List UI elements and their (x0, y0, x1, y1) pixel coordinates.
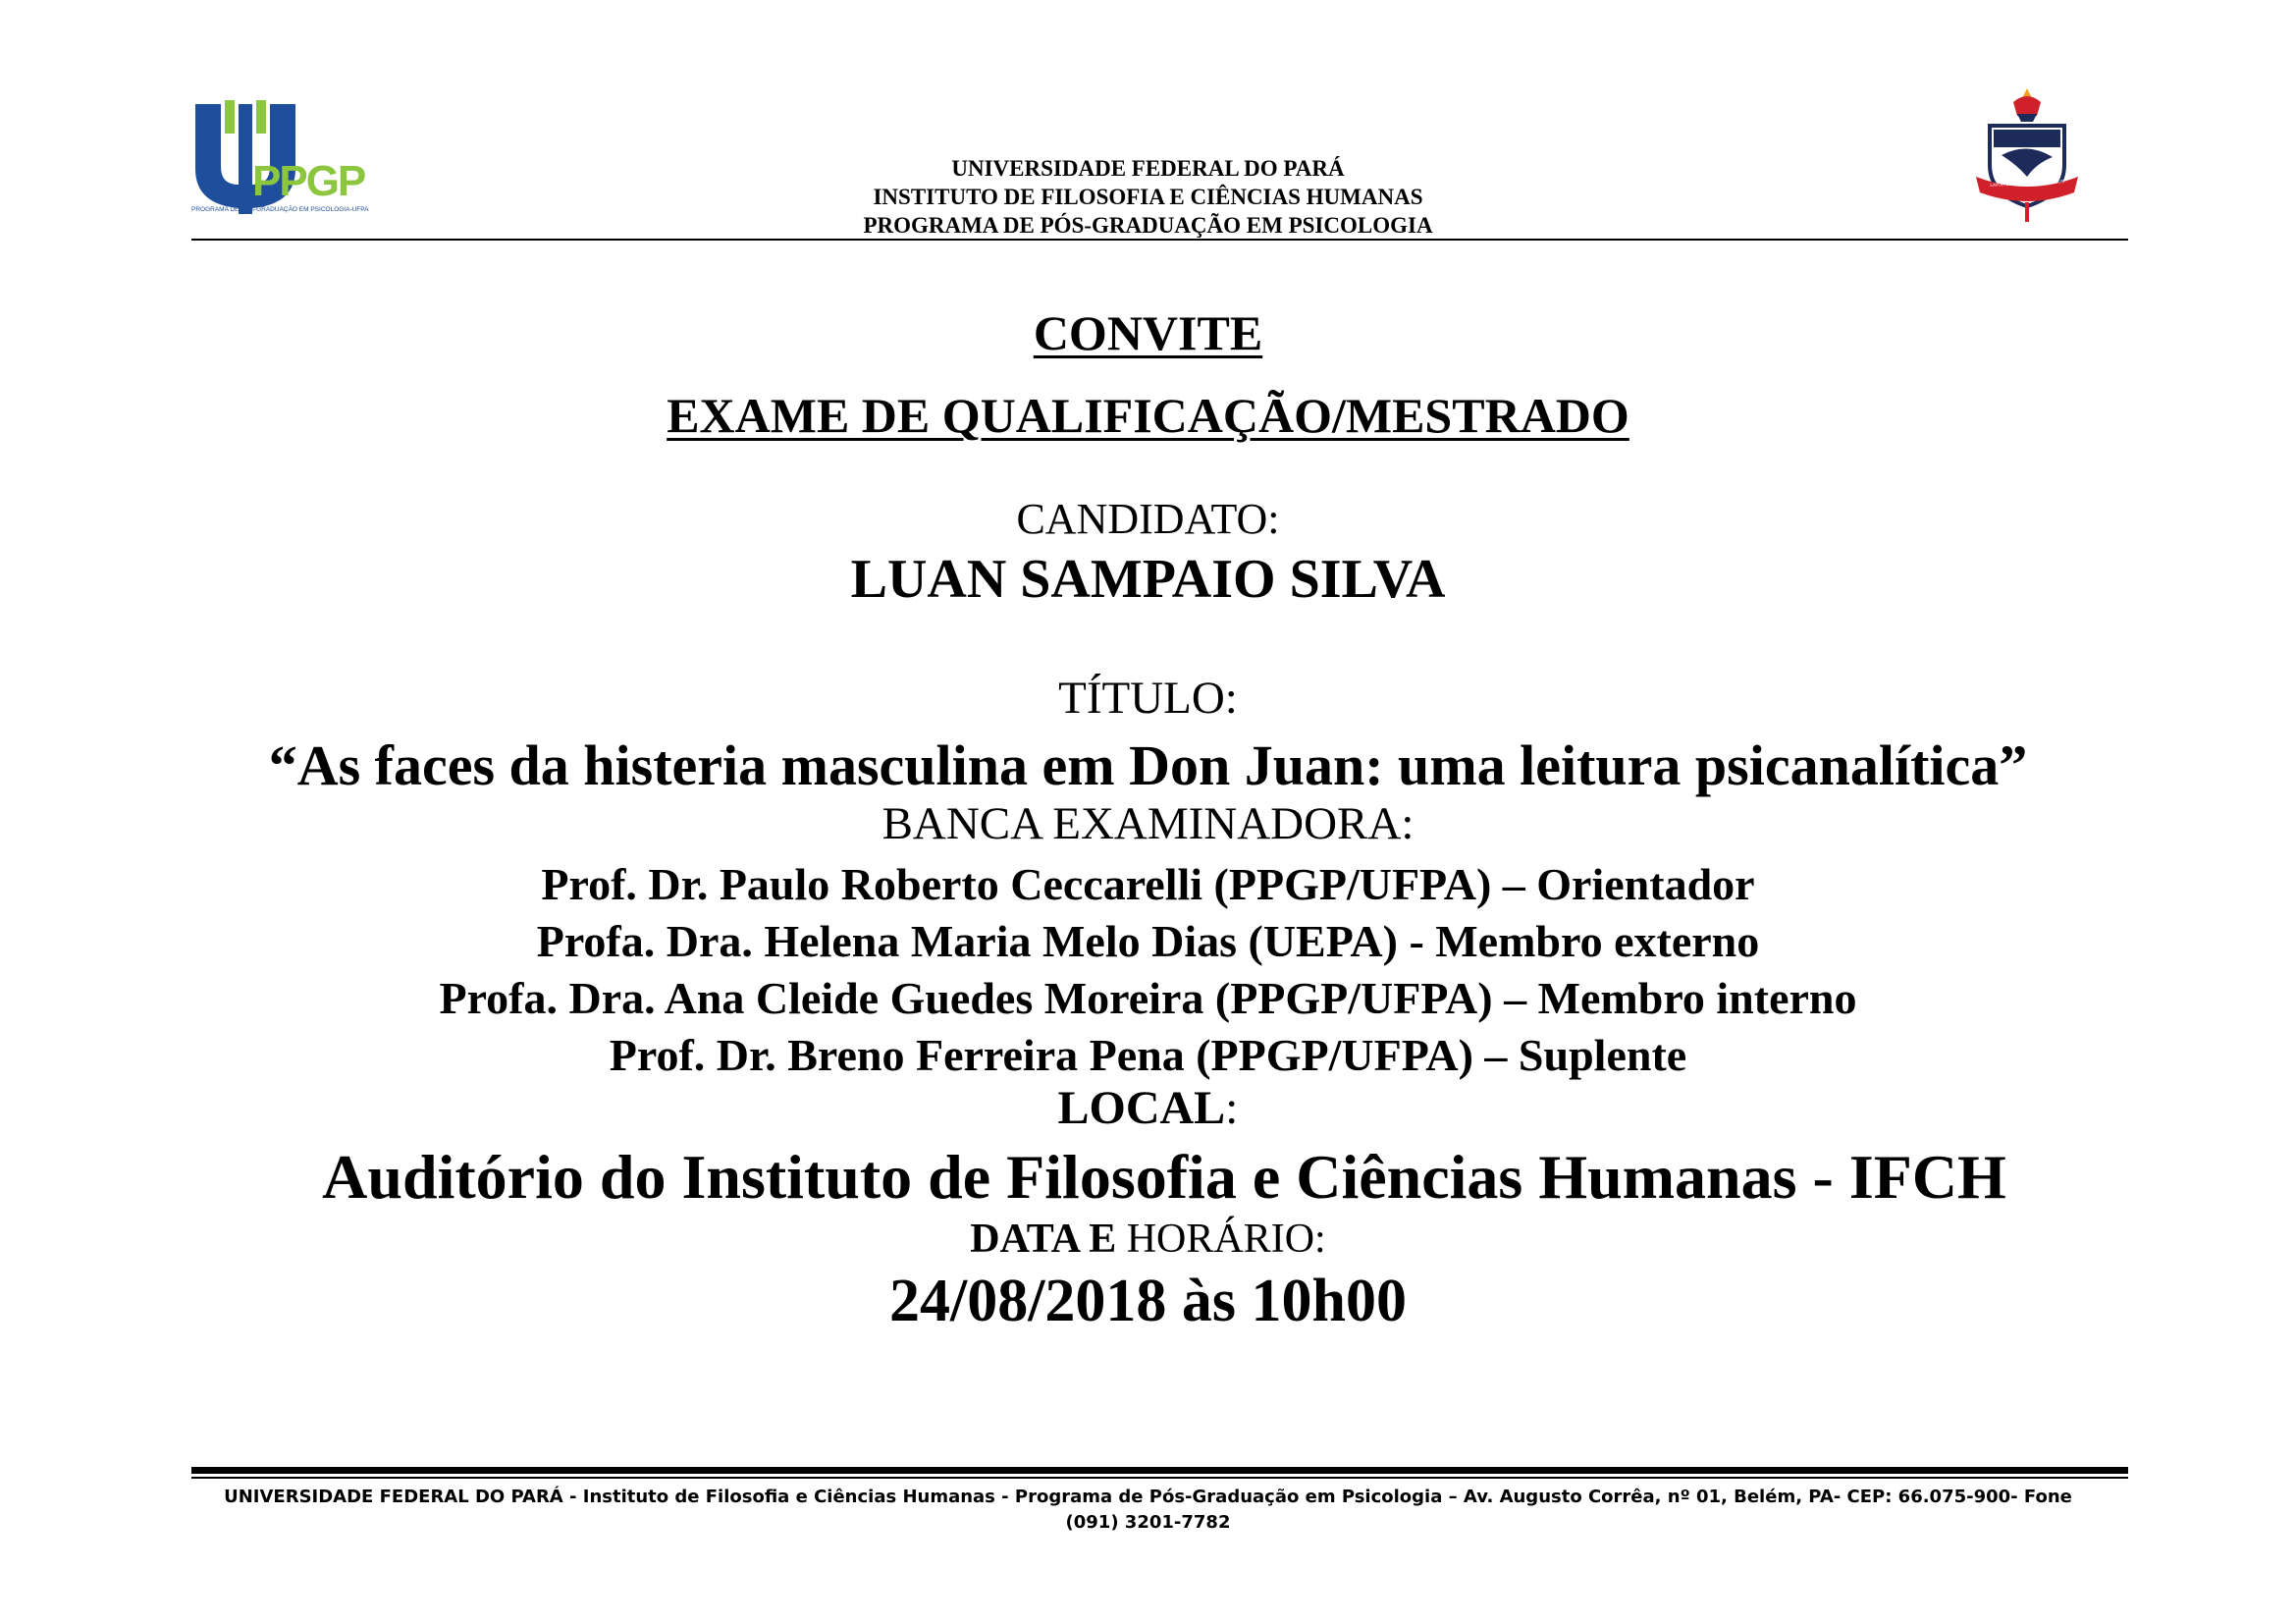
header-line-institute: INSTITUTO DE FILOSOFIA E CIÊNCIAS HUMANAS (873, 185, 1423, 209)
candidate-name: LUAN SAMPAIO SILVA (850, 549, 1446, 610)
footer-address (0, 1485, 2296, 1536)
local-value: Auditório do Instituto de Filosofia e Ciências Humanas - IFCH (322, 1142, 2006, 1212)
date-label-bold: DATA E (970, 1217, 1117, 1262)
footer-divider-thin (191, 1477, 2128, 1479)
local-colon: : (1225, 1082, 1239, 1134)
local-label: LOCAL (1057, 1082, 1226, 1134)
ppgp-logo-caption: PROGRAMA DE PÓS-GRADUAÇÃO EM PSICOLOGIA-UFPA (191, 206, 369, 213)
header-line-university: UNIVERSIDADE FEDERAL DO PARÁ (951, 156, 1345, 181)
date-value: 24/08/2018 às 10h00 (888, 1268, 1408, 1334)
title-label: TÍTULO: (1058, 673, 1238, 724)
exam-type: EXAME DE QUALIFICAÇÃO/MESTRADO (667, 388, 1629, 443)
board-members (0, 856, 2296, 1084)
header-line-program: PROGRAMA DE PÓS-GRADUAÇÃO EM PSICOLOGIA (863, 213, 1433, 238)
board-member: Profa. Dra. Helena Maria Melo Dias (UEPA) - Membro externo (536, 916, 1760, 966)
thesis-title: “As faces da histeria masculina em Don Juan: uma leitura psicanalítica” (268, 733, 2028, 797)
footer-line-address: UNIVERSIDADE FEDERAL DO PARÁ - Instituto de Filosofia e Ciências Humanas - Programa de Pós-Graduação em Psicologia – Av. Augusto Corrêa, nº 01, Belém, PA- CEP: 66.075-900- Fone (224, 1487, 2072, 1507)
board-member: Prof. Dr. Paulo Roberto Ceccarelli (PPGP/UFPA) – Orientador (541, 859, 1755, 909)
header-divider (191, 239, 2128, 241)
board-label: BANCA EXAMINADORA: (881, 798, 1415, 849)
candidate-label: CANDIDATO: (1016, 495, 1280, 543)
board-member: Profa. Dra. Ana Cleide Guedes Moreira (PPGP/UFPA) – Membro interno (439, 973, 1857, 1023)
board-member: Prof. Dr. Breno Ferreira Pena (PPGP/UFPA) – Suplente (609, 1030, 1687, 1080)
ppgp-logo-text: PPGP (252, 157, 365, 205)
invite-title: CONVITE (1033, 305, 1263, 360)
ufpa-crest-motto: LAVOR DE JUNIOR TRANSVERSUS (1990, 179, 2064, 188)
header-institution (0, 154, 2296, 240)
footer-line-phone: (091) 3201-7782 (1065, 1512, 1231, 1533)
footer-divider-thick (191, 1467, 2128, 1474)
local-label-row (0, 1081, 2296, 1135)
date-label-row (0, 1216, 2296, 1263)
date-label-rest: HORÁRIO: (1116, 1217, 1326, 1262)
